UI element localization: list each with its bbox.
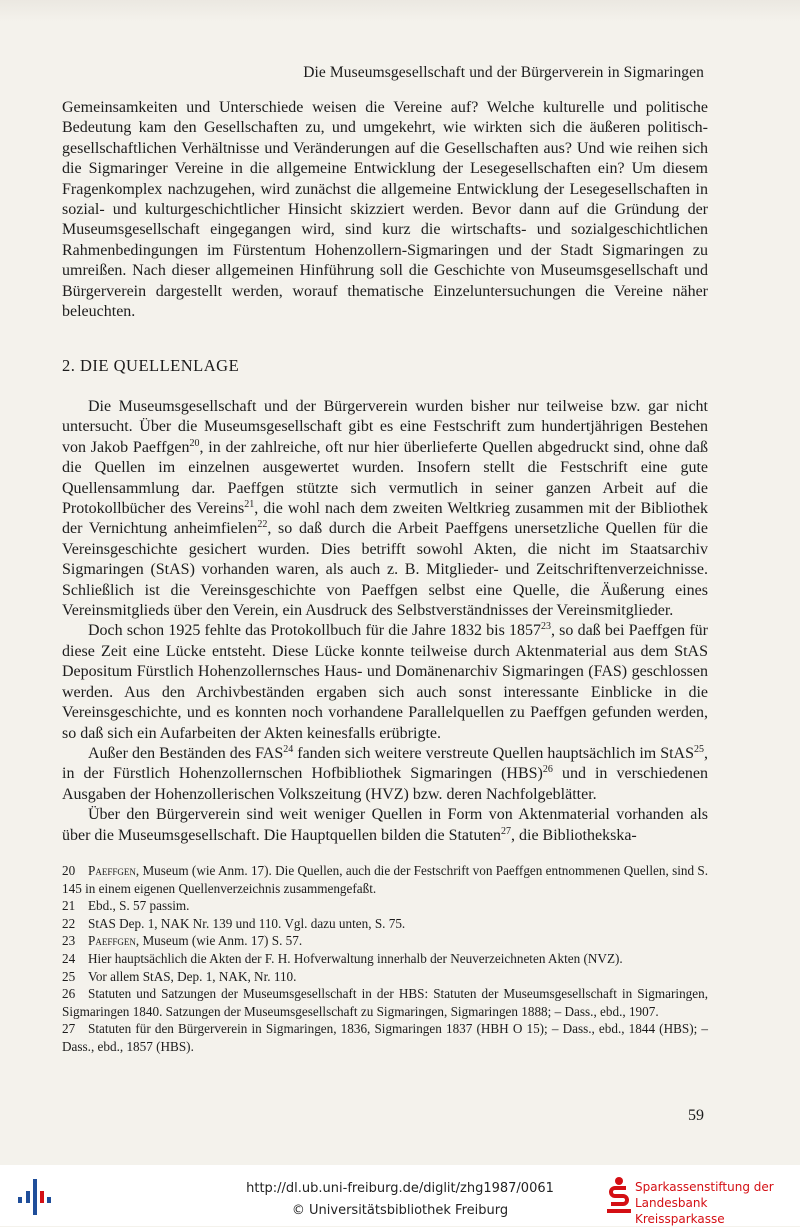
intro-block — [62, 98, 708, 322]
footnote-ref-25[interactable]: 25 — [694, 743, 704, 755]
footer-copyright: © Universitätsbibliothek Freiburg — [291, 1203, 509, 1218]
paragraph-2: Doch schon 1925 fehlte das Protokollbuch für die Jahre 1832 bis 1857$^{23}$, so daß bei Paeffgen für diese Zeit eine Lücke entsteht. Diese Lücke konnte teilweise durch Aktenmaterial aus dem StAS Depositum Fürstlich Hohenzollernsches Haus- und Domänenarchiv Sigmaringen (FAS) geschlossen werden. Aus den Archivbeständen ergaben sich auch sonst interessante Einblicke in die Vereinsgeschichte, und es konnten noch vorhandene Parallelquellen zu Paeffgen gefunden werden, so daß sich ein Aufarbeiten der Akten keinesfalls erübrigte. — [62, 621, 708, 742]
page-edge-shadow — [0, 0, 800, 22]
section-heading: 2. DIE QUELLENLAGE — [62, 356, 240, 375]
paragraph-3: Außer den Beständen des FAS$^{24}$ fanden sich weitere verstreute Quellen hauptsächlich im StAS$^{25}$, in der Fürstlich Hohenzollernschen Hofbibliothek Sigmaringen (HBS)$^{26}$ und in verschiedenen Ausgaben der Hohenzollerischen Volkszeitung (HVZ) bzw. deren Nachfolgeblätter. — [62, 743, 708, 803]
paragraph-1: Die Museumsgesellschaft und der Bürgerverein wurden bisher nur teilweise bzw. gar nicht untersucht. Über die Museumsgesellschaft gibt es eine Festschrift zum hundertjährigen Bestehen von Jakob Paeffgen$^{20}$, in der zahlreiche, oft nur hier überlieferte Quellen abgedruckt sind, ohne daß die Quellen im einzelnen ausgewertet wurden. Insofern stellt die Festschrift eine gute Quellensammlung dar. Paeffgen stützte sich vermutlich in seiner ganzen Arbeit auf die Protokollbücher des Vereins$^{21}$, die wohl nach dem zweiten Weltkrieg zusammen mit der Bibliothek der Vernichtung anheimfielen$^{22}$, so daß durch die Arbeit Paeffgens unersetzliche Quellen für die Vereinsgeschichte gesichert wurden. Dies betrifft sowohl Akten, die nicht im Staatsarchiv Sigmaringen (StAS) vorhanden waren, als auch z. B. Mitglieder- und Zeitschriftenverzeichnisse. Schließlich ist die Vereinsgeschichte von Paeffgen selbst eine Quelle, die Äußerung eines Vereinsmitglieds über den Verein, ein Ausdruck des Selbstverständnisses der Vereinsmitglieder. — [62, 398, 709, 620]
footnote-ref-27[interactable]: 27 — [501, 825, 511, 837]
footnote-ref-26[interactable]: 26 — [542, 764, 553, 776]
footnote-ref-24[interactable]: 24 — [283, 743, 294, 755]
footnote-ref-22[interactable]: 22 — [257, 519, 268, 531]
footnote-ref-20[interactable]: 20 — [189, 437, 200, 449]
footnotes — [62, 862, 708, 1056]
footnote: 21 Ebd., S. 57 passim. — [62, 898, 190, 914]
sponsor-logo[interactable] — [606, 1176, 796, 1226]
footer-url-link[interactable]: http://dl.ub.uni-freiburg.de/diglit/zhg1987/0061 — [246, 1181, 554, 1196]
footnote: 25 Vor allem StAS, Dep. 1, NAK, Nr. 110. — [62, 968, 297, 984]
footnote: 27 Statuten für den Bürgerverein in Sigmaringen, 1836, Sigmaringen 1837 (HBH O 15); – Dass., ebd., 1844 (HBS); – Dass., ebd., 1857 (HBS). — [62, 1021, 708, 1054]
footnote: 22 StAS Dep. 1, NAK Nr. 139 und 110. Vgl. dazu unten, S. 75. — [62, 915, 406, 931]
viewer-footer — [0, 1165, 800, 1226]
sparkasse-logo-icon — [606, 1176, 632, 1214]
intro-paragraph: Gemeinsamkeiten und Unterschiede weisen die Vereine auf? Welche kulturelle und politische Bedeutung kam den Gesellschaften zu, und umgekehrt, wie wirkten sich die äußeren politisch-gesellschaftlichen Verhältnisse und Veränderungen auf die Gesellschaften aus? Und wie reihen sich die Sigmaringer Vereine in die allgemeine Entwicklung der Lesegesellschaften ein? Um diesem Fragenkomplex nachzugehen, wird zunächst die allgemeine Entwicklung der Lesegesellschaften in sozial- und kulturgeschichtlicher Hinsicht skizziert werden. Bevor dann auf die Gründung der Museumsgesellschaft eingegangen wird, sind kurz die wirtschafts- und sozialgeschichtlichen Rahmenbedingungen im Fürstentum Hohenzollern-Sigmaringen und der Stadt Sigmaringen zu umreißen. Nach dieser allgemeinen Hinführung soll die Geschichte von Museumsgesellschaft und Bürgerverein dargestellt werden, worauf thematische Einzeluntersuchungen die Vereine näher beleuchten. — [62, 99, 708, 321]
footnote: 20 Paeffgen, Museum (wie Anm. 17). Die Quellen, auch die der Festschrift von Paeffgen entnommenen Quellen, sind S. 145 in einem eigenen Quellenverzeichnis zusammengefaßt. — [62, 863, 708, 896]
paragraph-4: Über den Bürgerverein sind weit weniger Quellen in Form von Aktenmaterial vorhanden als über die Museumsgesellschaft. Die Hauptquellen bilden die Statuten$^{27}$, die Bibliothekska- — [62, 806, 708, 844]
main-text — [62, 397, 708, 846]
sponsor-line-2: Landesbank Kreissparkasse — [635, 1196, 725, 1226]
sponsor-line-1: Sparkassenstiftung der — [635, 1180, 774, 1194]
footnote-ref-21[interactable]: 21 — [244, 499, 255, 511]
sponsor-text — [635, 1179, 796, 1227]
page-number: 59 — [688, 1107, 704, 1124]
footnote-ref-23[interactable]: 23 — [541, 621, 551, 633]
footnote: 24 Hier hauptsächlich die Akten der F. H. Hofverwaltung innerhalb der Neuverzeichneten Akten (NVZ). — [62, 950, 623, 966]
running-head: Die Museumsgesellschaft und der Bürgerverein in Sigmaringen — [303, 64, 704, 81]
footnote: 23 Paeffgen, Museum (wie Anm. 17) S. 57. — [62, 933, 303, 949]
footnote: 26 Statuten und Satzungen der Museumsgesellschaft in der HBS: Statuten der Museumsgesellschaft in Sigmaringen, Sigmaringen 1840. Satzungen der Museumsgesellschaft zu Sigmaringen, Sigmaringen 1888; – Dass., ebd., 1907. — [62, 986, 708, 1019]
